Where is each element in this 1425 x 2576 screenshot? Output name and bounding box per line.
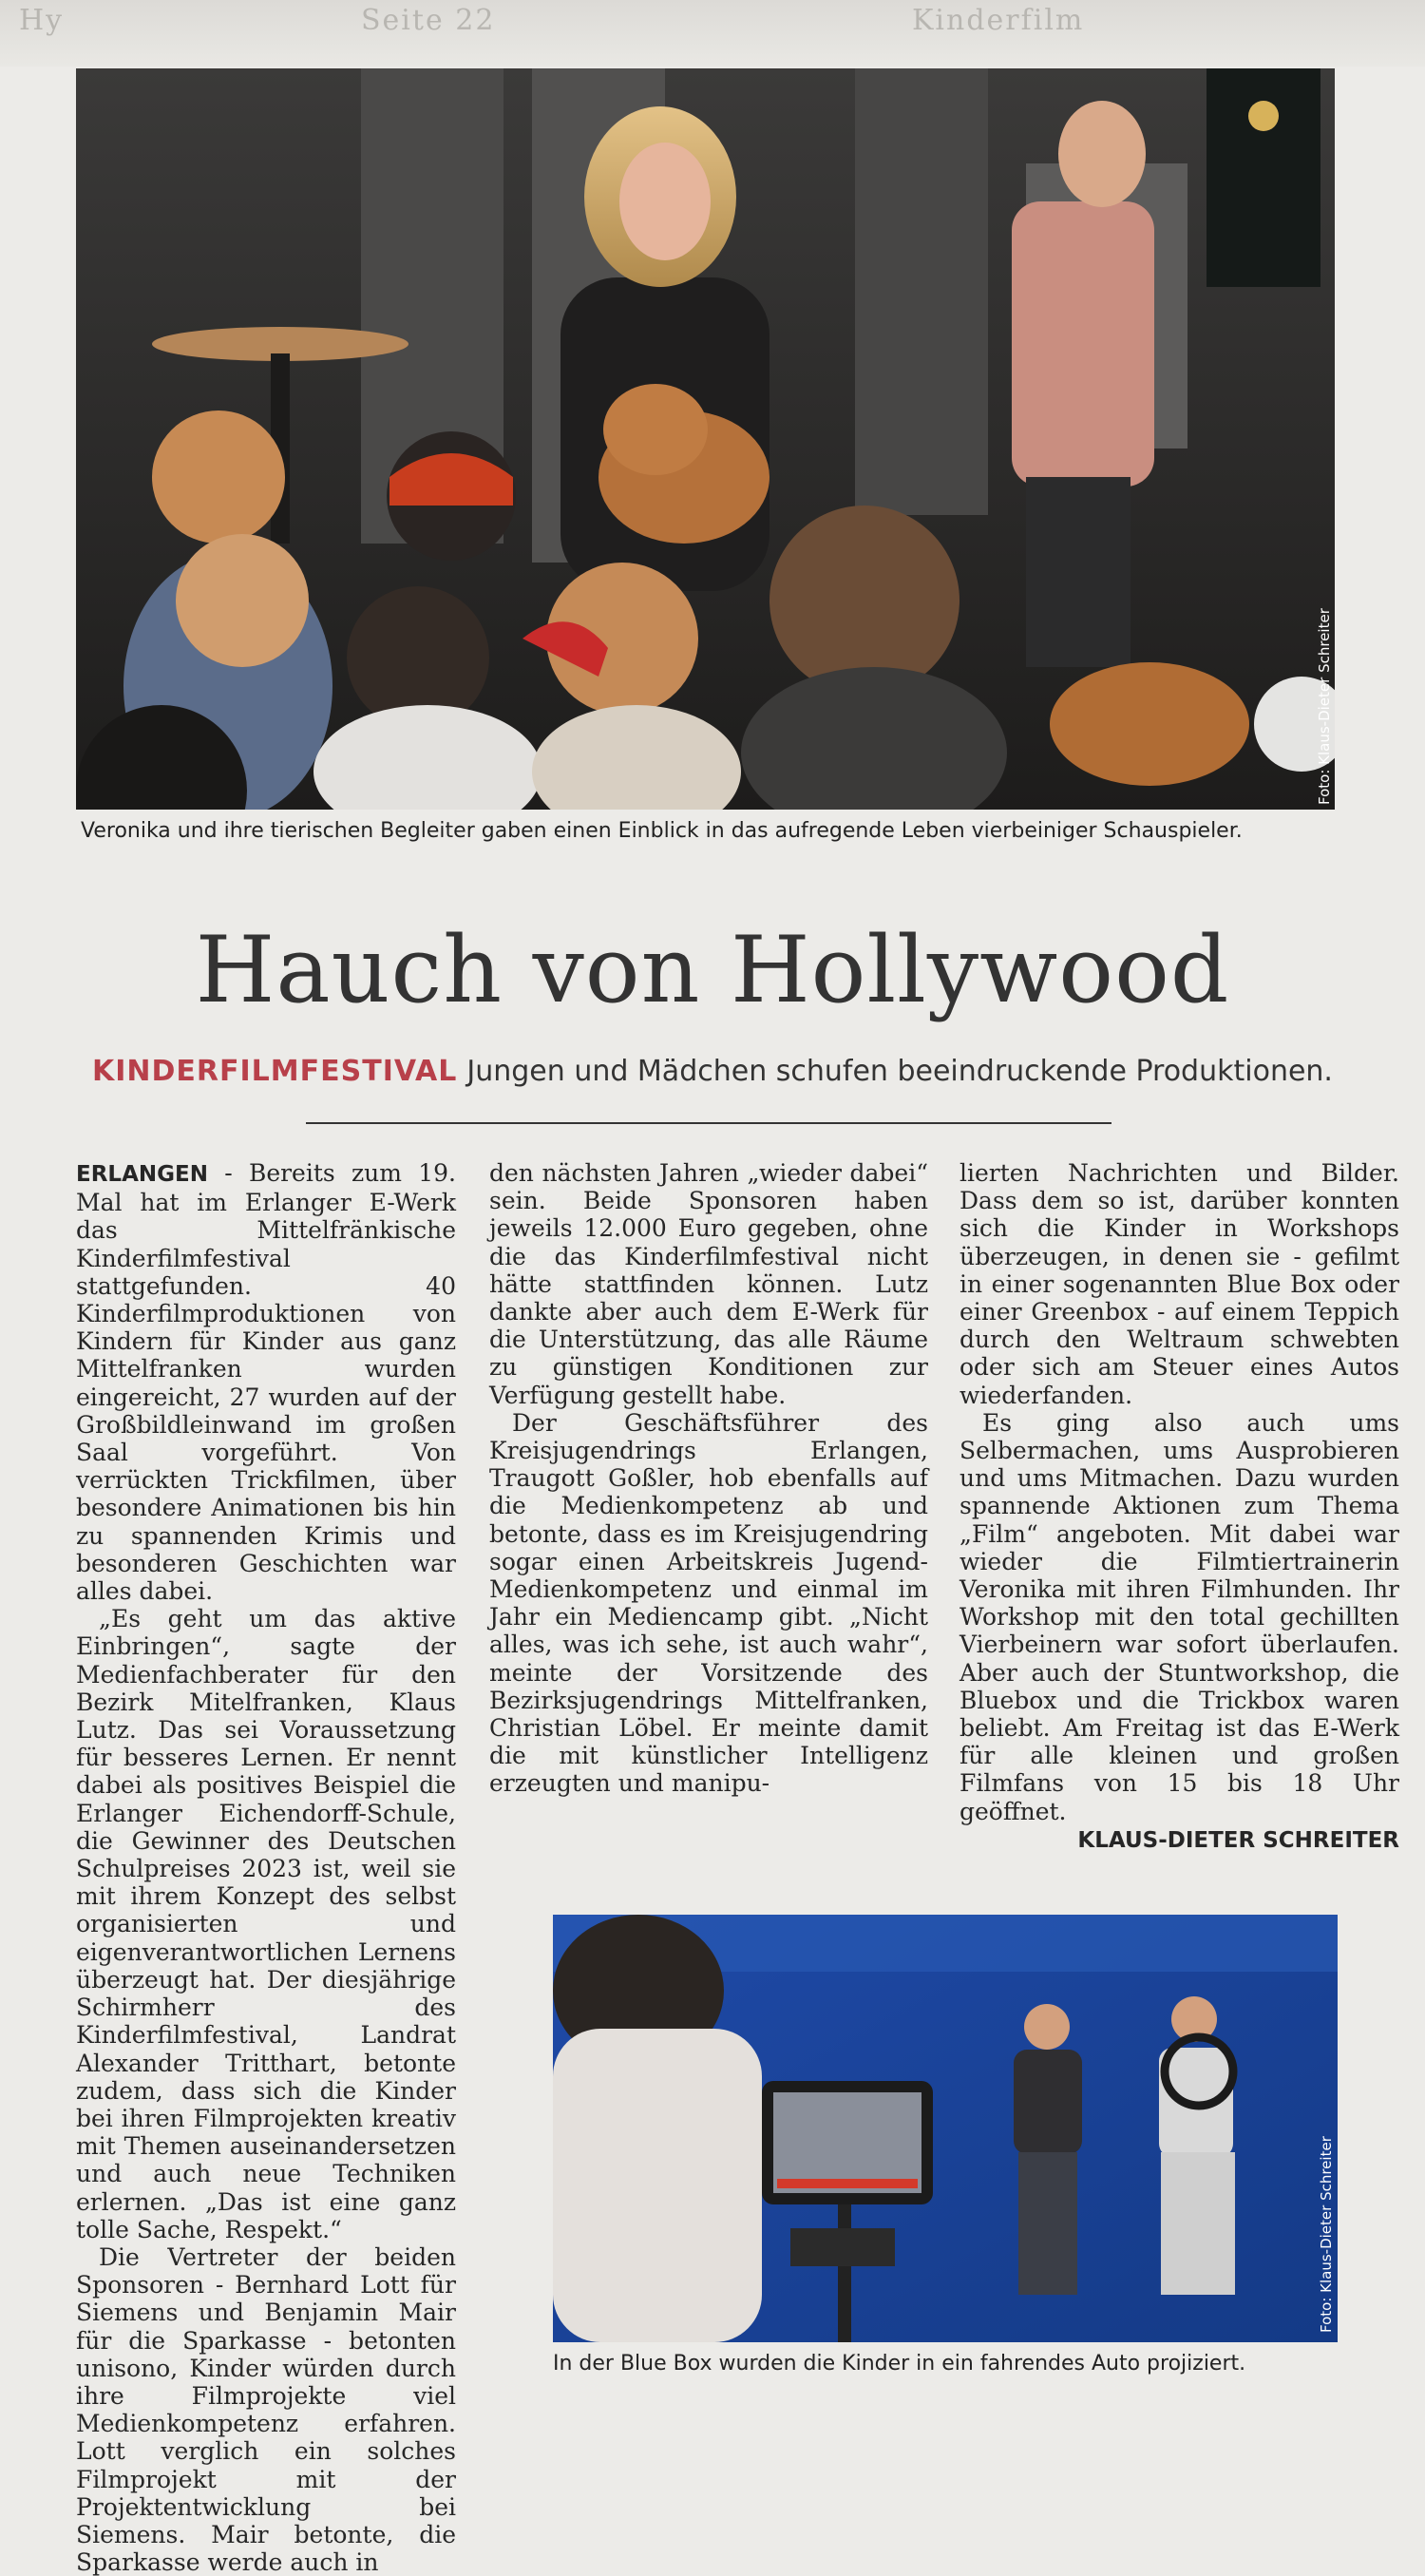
article-column-2 xyxy=(489,1159,928,1798)
paragraph: Der Geschäftsführer des Kreisjugendrings Erlangen, Traugott Goßler, hob ebenfalls auf die Medienkompetenz ab und betonte, dass es im Kreisjugendring sogar einen Arbeitskreis Jugend-Medienkompetenz und einmal im Jahr ein Mediencamp gibt. „Nicht alles, was ich sehe, ist auch wahr“, meinte der Vorsitzende des Bezirksjugendrings Mittelfranken, Christian Löbel. Er meinte damit die mit künstlicher Intelligenz erzeugten und manipu- xyxy=(489,1408,928,1798)
dateline: ERLANGEN xyxy=(76,1162,208,1187)
subheadline xyxy=(0,1055,1425,1088)
subheadline-text: Jungen und Mädchen schufen beeindruckende Produktionen. xyxy=(466,1055,1333,1088)
divider xyxy=(306,1122,1112,1124)
paragraph: Es ging also auch ums Selbermachen, ums Ausprobieren und ums Mitmachen. Dazu wurden spannende Aktionen zum Thema „Film“ angeboten. Mit dabei war wieder die Filmtiertrainerin Veronika mit ihren Filmhunden. Ihr Workshop mit den total gechillten Vierbeinern war sofort überlaufen. Aber auch der Stuntworkshop, die Bluebox und die Trickbox waren beliebt. Am Freitag ist das E-Werk für alle kleinen und großen Filmfans von 15 bis 18 Uhr geöffnet. xyxy=(960,1408,1399,1825)
paragraph: lierten Nachrichten und Bilder. Dass dem so ist, darüber konnten sich die Kinder in Workshops überzeugen, in denen sie - gefilmt in einer sogenannten Blue Box oder einer Greenbox - auf einem Teppich durch den Weltraum schwebten oder sich am Steuer eines Autos wiederfanden. xyxy=(960,1159,1399,1409)
photo-caption: Veronika und ihre tierischen Begleiter gaben einen Einblick in das aufregende Leben vierbeiniger Schauspieler. xyxy=(81,819,1243,843)
paragraph: Die Vertreter der beiden Sponsoren - Bernhard Lott für Siemens und Benjamin Mair für die Sparkasse - betonten unisono, Kinder würden durch ihre Filmprojekte viel Medienkompetenz erfahren. Lott verglich ein solches Filmprojekt mit der Projektentwicklung bei Siemens. Mair betonte, die Sparkasse werde auch in xyxy=(76,2242,456,2576)
article-column-3 xyxy=(960,1159,1399,1855)
photo-caption: In der Blue Box wurden die Kinder in ein fahrendes Auto projiziert. xyxy=(553,2352,1246,2376)
author: KLAUS-DIETER SCHREITER xyxy=(1077,1827,1399,1853)
bottom-photo xyxy=(553,1915,1338,2342)
photo-credit: Foto: Klaus-Dieter Schreiter xyxy=(1316,608,1333,805)
paragraph: ERLANGEN - Bereits zum 19. Mal hat im Erlanger E-Werk das Mittelfränkische Kinderfilmfestival stattgefunden. 40 Kinderfilmproduktionen von Kindern für Kinder aus ganz Mittelfranken wurden eingereicht, 27 wurden auf der Großbildleinwand im großen Saal vorgeführt. Von verrückten Trickfilmen, über besondere Animationen bis hin zu spannenden Krimis und besonderen Geschichten war alles dabei. xyxy=(76,1159,456,1606)
headline: Hauch von Hollywood xyxy=(195,917,1230,1023)
top-photo xyxy=(76,68,1335,810)
kicker: KINDERFILMFESTIVAL xyxy=(92,1055,458,1088)
paragraph: „Es geht um das aktive Einbringen“, sagte der Medienfachberater für den Bezirk Mitelfranken, Klaus Lutz. Das sei Voraussetzung für besseres Lernen. Er nennt dabei als positives Beispiel die Erlanger Eichendorff-Schule, die Gewinner des Deutschen Schulpreises 2023 ist, weil sie mit ihrem Konzept des selbst organisierten und eigenverantwortlichen Lernens überzeugt hat. Der diesjährige Schirmherr des Kinderfilmfestival, Landrat Alexander Tritthart, betonte zudem, dass sich die Kinder bei ihren Filmprojekten kreativ mit Themen auseinandersetzen und auch neue Techniken erlernen. „Das ist eine ganz tolle Sache, Respekt.“ xyxy=(76,1605,456,2243)
previous-article-strip: Hy Seite 22 Kinderfilm xyxy=(0,0,1425,67)
photo-credit: Foto: Klaus-Dieter Schreiter xyxy=(1318,2136,1335,2333)
paragraph: den nächsten Jahren „wieder dabei“ sein. Beide Sponsoren haben jeweils 12.000 Euro gegeben, ohne die das Kinderfilmfestival nicht hätte stattfinden können. Lutz dankte aber auch dem E-Werk für die Unterstützung, das alle Räume zu günstigen Konditionen zur Verfügung gestellt habe. xyxy=(489,1159,928,1409)
article-column-1 xyxy=(76,1159,456,2576)
